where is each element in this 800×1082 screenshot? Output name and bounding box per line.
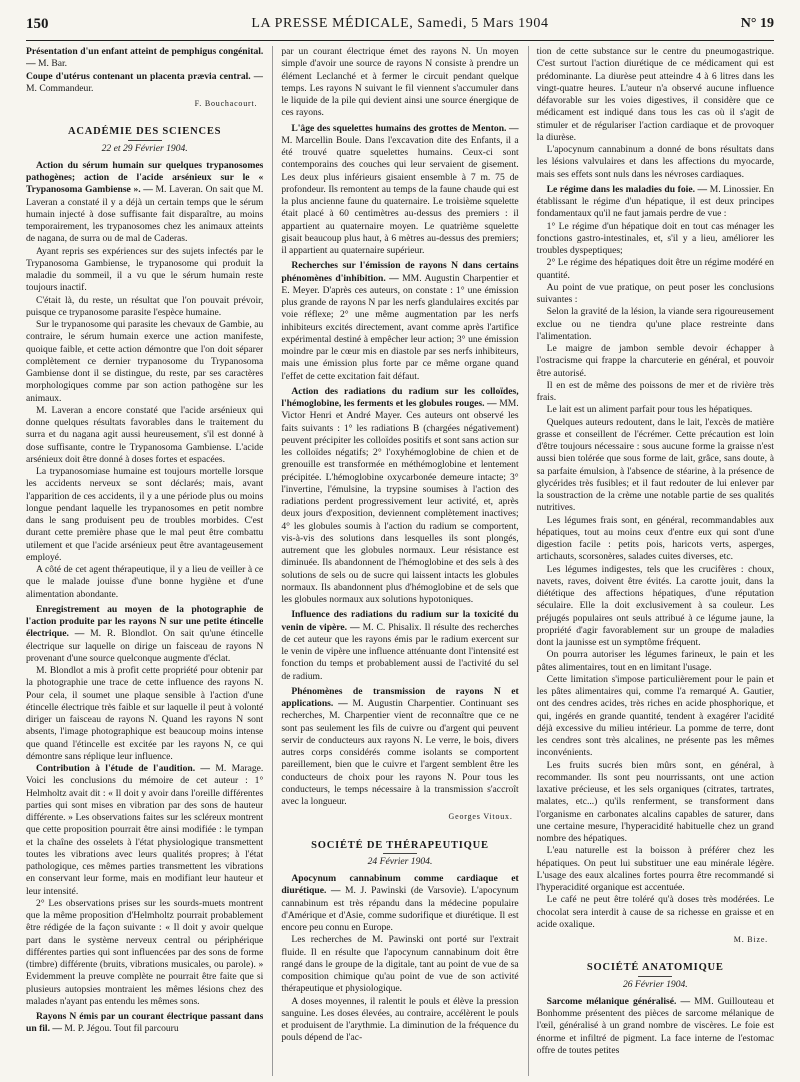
article-paragraph: M. Laveran a encore constaté que l'acide arsénieux qui donne quelques résultats favorables dans le traitement du surra et du nagana agit aussi heureusement, s'il est donné à dose suffisante, contre le Trypanosoma Gambiense. L'acide arsénieux doit être donné à doses fortes et espacées. [26, 404, 264, 465]
article-paragraph: A côté de cet agent thérapeutique, il y a lieu de veiller à ce que le malade jouisse d'une bonne hygiène et d'une alimentation abondante. [26, 564, 264, 600]
article-paragraph: Cette limitation s'impose particulièrement pour le pain et les pâtes alimentaires qui, comme l'a remarqué A. Gautier, ont des cendres acides, très riches en acide phosphorique, et qui, ingérés en grande quantité, tendent à exagérer l'acidité déjà excessive du milieu intérieur. La pomme de terre, dont les cendres sont très alcalines, ne présente pas les mêmes inconvénients. [536, 673, 774, 759]
article-paragraph: Les légumes indigestes, tels que les crucifères : choux, navets, raves, doivent être évités. La carotte jouit, dans la diététique des affections hépatiques, d'une réputation séculaire. Elle la doit exclusivement à sa couleur. Les préjugés populaires ont seuls attribué à ce légume jaune, la propriété d'agir favorablement sur un groupe de maladies dont la jaunisse est un symptôme fréquent. [536, 563, 774, 648]
article-paragraph: Action du sérum humain sur quelques trypanosomes pathogènes; action de l'acide arsénieux sur le « Trypanosoma Gambiense ». — M. Laveran. On sait que M. Laveran a constaté il y a déjà un certain temps que le sérum humain injecté à dose suffisante fait disparaître, au moins temporairement, les trypanosomes chez les animaux atteints de nagana, de surra ou de mal de Caderas. [26, 159, 264, 245]
article-paragraph: par un courant électrique émet des rayons N. Un moyen simple d'avoir une source de rayons N consiste à prendre un élément Leclanché et à fermer le circuit pendant quelque temps. Les rayons N suivant le fil viennent s'accumuler dans le liquide de la pile qui devient ainsi une source énergique de ces rayons. [281, 46, 519, 119]
article-paragraph: L'apocynum cannabinum a donné de bons résultats dans les lésions valvulaires et dans les affections du myocarde, mais ses effets sont nuls dans les névroses cardiaques. [536, 144, 774, 180]
column-2 [272, 46, 518, 1076]
article-paragraph: On pourra autoriser les légumes farineux, le pain et les pâtes alimentaires, tout en en limitant l'usage. [536, 649, 774, 673]
article-paragraph: Au point de vue pratique, on peut poser les conclusions suivantes : [536, 281, 774, 305]
article-paragraph: Le café ne peut être toléré qu'à doses très modérées. Le chocolat sera interdit à cause de sa richesse en graisse et en acide oxalique. [536, 894, 774, 930]
article-paragraph: Sarcome mélanique généralisé. — MM. Guillouteau et Bonhomme présentent des pièces de sarcome mélanique de l'œil, généralisé à un grand nombre de viscères. Le foie est énorme et infiltré de pigment. La face interne de l'estomac offre de toutes petites [536, 995, 774, 1056]
article-paragraph: 1° Le régime d'un hépatique doit en tout cas ménager les fonctions gastro-intestinales, et, s'il y a lieu, améliorer les troubles dyspeptiques; [536, 220, 774, 256]
article-paragraph: Phénomènes de transmission de rayons N et applications. — M. Augustin Charpentier. Continuant ses recherches, M. Charpentier vient de reconnaître que ce ne sont pas seulement les fils de cuivre ou d'argent qui peuvent servir de conducteurs aux rayons N. Le verre, le bois, divers autres corps considérés comme isolants se comportent pareillement, bien que le cuivre et l'argent semblent être les conducteurs de choix pour les rayons N. Pour tous les conducteurs, le temps nécessaire à la transmission s'accroît avec la longueur. [281, 685, 519, 807]
section-title: ACADÉMIE DES SCIENCES [67, 126, 222, 138]
article-paragraph: Le régime dans les maladies du foie. — M. Linossier. En établissant le régime d'un hépatique, il est deux principes fondamentaux qu'il ne faut jamais perdre de vue : [536, 183, 774, 220]
article-paragraph: Il en est de même des poissons de mer et de rivière très frais. [536, 379, 774, 403]
section-title: SOCIÉTÉ DE THÉRAPEUTIQUE [311, 839, 489, 851]
article-paragraph: L'âge des squelettes humains des grottes de Menton. — M. Marcellin Boule. Dans l'excavation dite des Enfants, il a été trouvé quatre squelettes humains. Ceux-ci sont contemporains des couches qui leur servaient de gisement. Les deux plus inférieurs gisaient ensemble à 7 m. 75 de profondeur. Ils remontent au temps de la faune chaude qui est la plus ancienne faune du quaternaire. Le troisième squelette était placé à 60 centimètres au-dessus des premiers : il appartient au quaternaire moyen. Le quatrième squelette gisait beaucoup plus haut, à 6 mètres au-dessus des premiers; il appartient au quaternaire supérieur. [281, 122, 519, 256]
article-paragraph: Sur le trypanosome qui parasite les chevaux de Gambie, au contraire, le sérum humain exerce une action manifeste, quoique faible, et cette action démontre que l'on doit séparer complètement ce dernier trypanosome du Trypanosoma Gambiense dont il se distingue, du reste, par ses caractères morphologiques comme par son action pathogène sur les animaux. [26, 319, 264, 404]
article-paragraph: La trypanosomiase humaine est toujours mortelle lorsque les accidents nerveux se sont déclarés; mais, avant l'apparition de ces accidents, il y a une période plus ou moins longue pendant laquelle les trypanosomes en petit nombre dans le sang produisent peu de troubles morbides. C'est durant cette première phase que le mal peut être combattu utilement et que l'acide arsénieux peut être avantageusement employé. [26, 466, 264, 563]
article-paragraph: Le lait est un aliment parfait pour tous les hépatiques. [546, 404, 753, 416]
column-1 [26, 46, 263, 1076]
article-paragraph: Le maigre de jambon semble devoir échapper à l'ostracisme qui frappe la charcuterie en général, et pouvoir être autorisé. [536, 343, 774, 379]
article-paragraph: 2° Les observations prises sur les sourds-muets montrent que la même proposition d'Helmholtz pourrait probablement être rédigée de la façon suivante : « Il doit y avoir quelque part dans le système nerveux central ou périphérique différentes parties qui sont influencées par des sons de forme (timbre) différente (bruits, vibrations musicales, ou parole). » Evidemment la preuve complète ne pourrait être faite que si plusieurs autopsies montraient les mêmes lésions chez des malades n'ayant pas entendu les mêmes sons. [26, 897, 264, 1007]
author-signature: M. Bize. [733, 935, 768, 944]
article-paragraph: Les recherches de M. Pawinski ont porté sur l'extrait fluide. Il en résulte que l'apocynum cannabinum doit être rangé dans le groupe de la digitale, tant au point de vue de sa composition chimique qu'au point de vue de son activité thérapeutique et physiologique. [281, 934, 519, 995]
article-paragraph: Coupe d'utérus contenant un placenta prævia central. — M. Commandeur. [26, 70, 264, 94]
article-paragraph: Influence des radiations du radium sur la toxicité du venin de vipère. — M. C. Phisalix. Il résulte des recherches de cet auteur que les rayons émis par le radium exercent sur le venin de vipère une influence atténuante dont l'intensité est fonction du temps et probablement aussi de l'activité du sel de radium. [281, 609, 519, 682]
article-paragraph: Les fruits sucrés bien mûrs sont, en général, à recommander. Ils sont peu nourrissants, ont une action laxative précieuse, et les sels organiques (citrates, tartrates, malates, etc...) qu'ils renferment, se transforment dans l'organisme en carbonates alcalins capables de saturer, dans une certaine mesure, l'hyperacidité habituelle chez un grand nombre des hépatiques. [536, 759, 774, 844]
article-paragraph: Présentation d'un enfant atteint de pemphigus congénital. — M. Bar. [26, 46, 264, 70]
article-paragraph: C'était là, du reste, un résultat que l'on pouvait prévoir, puisque ce trypanosome parasite l'espèce humaine. [26, 294, 264, 318]
article-paragraph: tion de cette substance sur le centre du pneumogastrique. C'est surtout l'action diurétique de ce médicament qui est prédominante. La diurèse peut atteindre 4 à 6 litres dans les vingt-quatre heures. L'auteur n'a observé aucune influence défavorable sur les voies digestives, il considère que ce médicament est indiqué dans tous les cas où il s'agit de stimuler et de régulariser l'action cardiaque et de provoquer la diurèse. [536, 46, 774, 143]
page-number: 150 [26, 16, 49, 32]
issue-number: N° 19 [740, 16, 774, 31]
section-title: SOCIÉTÉ ANATOMIQUE [586, 962, 724, 974]
column-3 [528, 46, 774, 1076]
article-paragraph: Les légumes frais sont, en général, recommandables aux hépatiques, tout au moins ceux d'entre eux qui sont d'une digestion facile : petits pois, haricots verts, asperges, artichauts, scorsonères, salades cuites diverses, etc. [536, 514, 774, 563]
article-paragraph: Quelques auteurs redoutent, dans le lait, l'excès de matière grasse et conseillent de l'écrémer. Cette précaution est loin d'être toujours nécessaire : sous aucune forme la graisse n'est aussi bien tolérée que sous forme de lait, grâce, sans doute, à sa parfaite émulsion, à l'absence de stéarine, à la présence de glycérides très fusibles; et il faut redouter de lui enlever par la soustraction de la crème une notable partie de ses qualités nutritives. [536, 416, 774, 514]
article-paragraph: L'eau naturelle est la boisson à préférer chez les hépatiques. On peut lui substituer une eau minérale légère. L'usage des eaux alcalines fortes pourra être recommandé si l'hyperacidité organique est accentuée. [536, 845, 774, 893]
article-paragraph: 2° Le régime des hépatiques doit être un régime modéré en quantité. [536, 257, 774, 281]
article-paragraph: Ayant repris ses expériences sur des sujets infectés par le Trypanosoma Gambiense, le trypanosome qui produit la maladie du sommeil, il a vu que le sérum humain reste toujours inactif. [26, 245, 264, 294]
article-paragraph: Contribution à l'étude de l'audition. — M. Marage. Voici les conclusions du mémoire de cet auteur : 1° Helmholtz avait dit : « Il doit y avoir dans l'oreille différentes parties qui sont mises en vibration par des sons de hauteur différente. » Les observations faites sur les scléreux montrent que cette proposition pourrait être ainsi modifiée : le tympan et la chaîne des osselets à l'état physiologique transmettent toutes les vibrations avec leurs qualités propres; à l'état pathologique, ces mêmes parties transmettent les vibrations en conservant leur forme, mais en modifiant leur hauteur et leur intensité. [26, 763, 264, 897]
article-paragraph: Apocynum cannabinum comme cardiaque et diurétique. — M. J. Pawinski (de Varsovie). L'apocynum cannabinum est très répandu dans la médecine populaire d'Amérique et d'Asie, comme sudorifique et diurétique. Il est encore peu connu en Europe. [281, 873, 519, 933]
article-paragraph: Recherches sur l'émission de rayons N dans certains phénomènes d'inhibition. — MM. Augustin Charpentier et E. Meyer. D'après ces auteurs, on constate : 1° une émission plus grande de rayons N par les nerfs glandulaires excités par voie réflexe; 2° une même augmentation par les nerfs inhibiteurs excités directement, avant comme après l'artifice expérimental destiné à empêcher leur action; 3° une émission moindre par le cœur mis en diastole par ses nerfs inhibiteurs, mais une émission plus forte par ce même organe quand l'effet de cette excitation fait défaut. [281, 260, 519, 382]
article-paragraph: Enregistrement au moyen de la photographie de l'action produite par les rayons N sur une petite étincelle électrique. — M. R. Blondlot. On sait qu'une étincelle électrique sur laquelle on dirige un faisceau de rayons N provenant d'une source quelconque augmente d'éclat. [26, 603, 264, 664]
article-paragraph: A doses moyennes, il ralentit le pouls et élève la pression sanguine. Les doses élevées, au contraire, accélèrent le pouls et produisent de l'arythmie. La diminution de la fréquence du pouls dépend de l'ac- [281, 995, 519, 1044]
author-signature: F. Bouchacourt. [194, 99, 258, 108]
columns [26, 46, 774, 1076]
article-paragraph: Selon la gravité de la lésion, la viande sera rigoureusement exclue ou ne tiendra qu'une place restreinte dans l'alimentation. [536, 306, 774, 342]
article-paragraph: M. Blondlot a mis à profit cette propriété pour obtenir par la photographie une trace de cette influence des rayons N. Pour cela, il soumet une plaque sensible à l'action d'une étincelle électrique très faible et sur laquelle il peut à volonté diriger un faisceau de rayons N. Quand les rayons N sont absents, l'image photographique est beaucoup moins intense que quand l'étincelle est excitée par les rayons N, ce qui démontre sans réplique leur influence. [26, 665, 264, 762]
publication-title: LA PRESSE MÉDICALE, Samedi, 5 Mars 1904 [251, 16, 549, 31]
article-paragraph: Action des radiations du radium sur les colloïdes, l'hémoglobine, les ferments et les globules rouges. — MM. Victor Henri et André Mayer. Ces auteurs ont observé les faits suivants : 1° les radiations B (chargées négativement) peuvent précipiter les colloïdes positifs et sont sans action sur les colloïdes négatifs; 2° l'oxyhémoglobine de chien et de grenouille est transformée en méthémoglobine et lentement précipitée. L'hémoglobine oxycarbonée demeure intacte; 3° l'invertine, l'émulsine, la trypsine soumises à l'action des radiations perdent progressivement leur activité, et, après deux jours d'exposition, deviennent complètement inactives; 4° les globules soumis à l'action du radium se comportent, vis-à-vis des solutions dans lesquelles ils sont plongés, autrement que les globules normaux. Leur résistance est diminuée. Ils abandonnent de l'hémoglobine et des sels à des solutions de sels ou de sucre qui laissent intacts les globules normaux. Ils abandonnent plus d'hémoglobine et de sels que les globules normaux aux solutions hypotoniques. [281, 385, 519, 605]
section-rule [383, 853, 417, 854]
author-signature: Georges Vitoux. [448, 812, 513, 822]
article-paragraph: Rayons N émis par un courant électrique passant dans un fil. — M. P. Jégou. Tout fil parcouru [26, 1011, 264, 1035]
section-date: 26 Février 1904. [622, 978, 688, 990]
section-rule [128, 140, 162, 141]
section-date: 24 Février 1904. [367, 855, 433, 867]
page-header [26, 14, 774, 41]
section-date: 22 et 29 Février 1904. [101, 142, 188, 154]
section-rule [638, 976, 672, 977]
